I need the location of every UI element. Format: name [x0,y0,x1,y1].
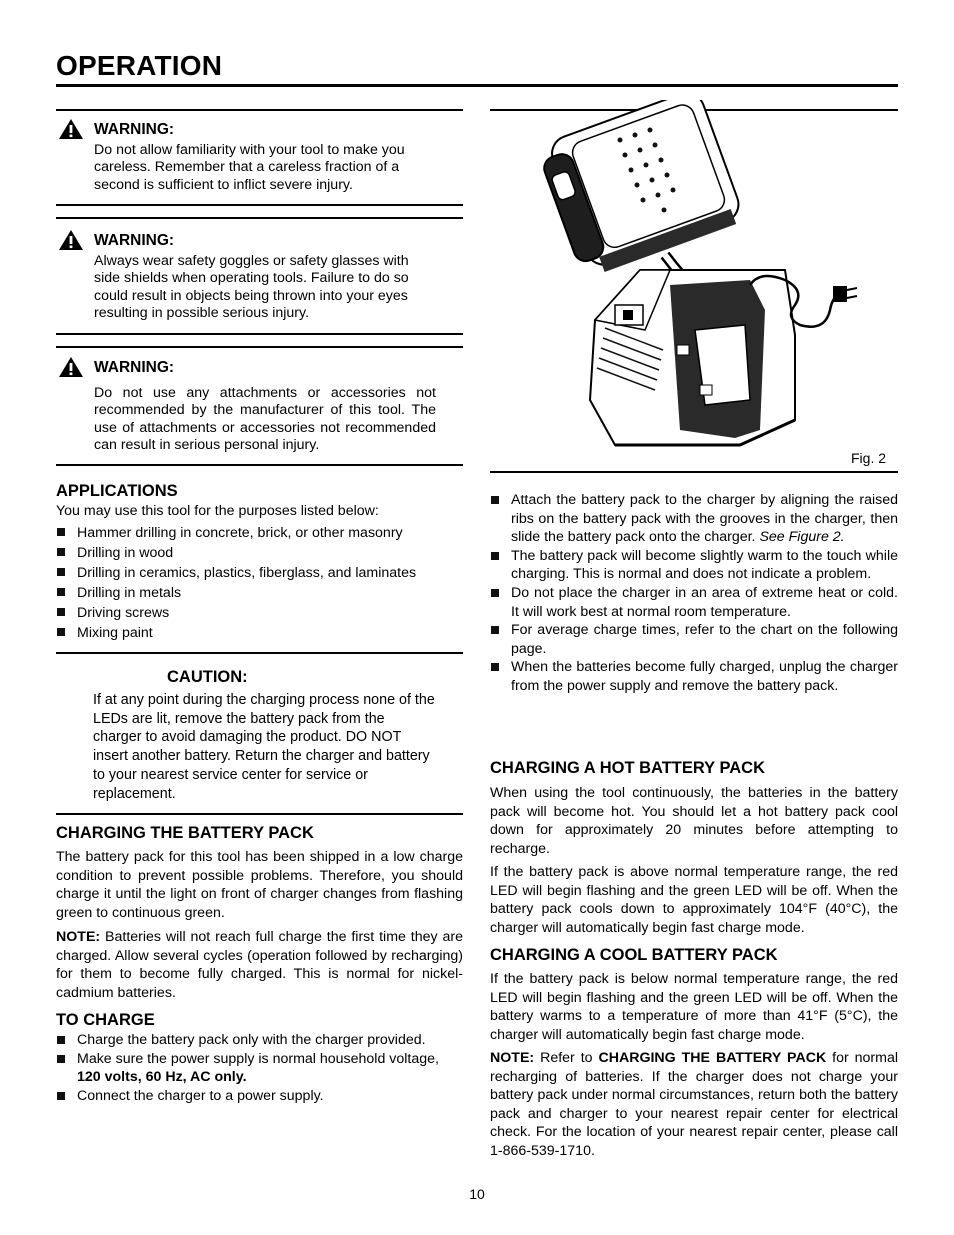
warning-triangle-icon [58,356,84,378]
note-text: Batteries will not reach full charge the first time they are charged. Allow several cycles (operation followed by recharging) for them to become fully charged. This is normal for nickel-cadmium batteries. [56,929,463,1002]
applications-list [56,523,463,643]
warning-triangle-icon [58,229,84,251]
charging-pack-paragraph: The battery pack for this tool has been shipped in a low charge condition to prevent possible problems. Therefore, you should charge it until the light on front of charger changes from flashing green to continuous green. [56,849,463,922]
list-item: When the batteries become fully charged, unplug the charger from the power supply and remove the battery pack. [490,658,898,695]
figure-caption: Fig. 2 [851,450,887,466]
figure-bottom-rule [490,471,898,473]
list-item-bold-text: 120 volts, 60 Hz, AC only. [77,1069,247,1085]
warning-3-top-rule [56,346,463,348]
caution-bottom-rule [56,813,463,815]
charger-illustration [590,270,795,445]
battery-charger-figure [495,100,895,460]
battery-pack-illustration [536,100,746,279]
warning-text: Do not use any attachments or accessories not recommended by the manufacturer of this tool. The use of attachments or accessories not recommended can result in serious personal injury. [94,385,436,453]
charging-pack-heading: CHARGING THE BATTERY PACK [56,824,314,842]
page-title: OPERATION [56,50,223,81]
caution-text: If at any point during the charging process none of the LEDs are lit, remove the battery pack from the charger to avoid damaging the product. DO NOT insert another battery. Return the charger and battery to your nearest service center for service or replacement. [93,692,435,802]
title-rule [56,84,898,87]
list-item: The battery pack will become slightly warm to the touch while charging. This is normal and does not indicate a problem. [490,547,898,584]
list-item-text: Attach the battery pack to the charger by aligning the raised ribs on the battery pack with the grooves in the charger, then slide the battery pack onto the charger. [511,492,898,546]
warning-2-top-rule [56,217,463,219]
list-item [490,491,898,547]
warning-text: Always wear safety goggles or safety glasses with side shields when operating tools. Failure to do so could result in objects being thrown into your eyes resulting in possible serious injury. [94,253,409,321]
warning-text: Do not allow familiarity with your tool to make you careless. Remember that a careless fraction of a second is sufficient to inflict severe injury. [94,142,405,193]
note-label: NOTE: [490,1050,535,1066]
warning-label: WARNING: [94,359,175,376]
warning-triangle-icon [58,118,84,140]
cool-pack-paragraph: If the battery pack is below normal temperature range, the red LED will begin flashing and the green LED will be off. When the battery warms to a temperature of more than 41°F (5°C), the charger will automatically begin fast charge mode. [490,971,898,1043]
warning-3-bottom-rule [56,464,463,466]
warning-2-bottom-rule [56,333,463,335]
page-number: 10 [469,1186,485,1202]
list-item: Drilling in metals [56,583,463,603]
warning-1-top-rule [56,109,463,111]
cool-pack-heading: CHARGING A COOL BATTERY PACK [490,946,778,964]
to-charge-heading: TO CHARGE [56,1011,155,1029]
list-item-text: Make sure the power supply is normal household voltage, [77,1050,439,1067]
applications-heading: APPLICATIONS [56,482,178,500]
caution-label: CAUTION: [167,668,248,686]
list-item: Drilling in wood [56,543,463,563]
warning-label: WARNING: [94,232,175,249]
caution-top-rule [56,652,463,654]
list-item [56,1050,463,1087]
warning-label: WARNING: [94,121,175,138]
list-item: Driving screws [56,603,463,623]
hot-pack-paragraph-1: When using the tool continuously, the batteries in the battery pack will become hot. You should let a hot battery pack cool down for approximately 20 minutes before attempting to recharge. [490,785,898,857]
list-item: Connect the charger to a power supply. [56,1087,463,1106]
figure-reference: See Figure 2. [759,529,845,546]
note-label: NOTE: [56,929,101,945]
hot-pack-heading: CHARGING A HOT BATTERY PACK [490,759,765,777]
applications-intro: You may use this tool for the purposes listed below: [56,503,379,519]
charging-pack-note [56,928,463,1003]
note-text: for normal recharging of batteries. If the charger does not charge your battery pack under normal circumstances, return both the battery pack and charger to your nearest repair center for electrical check. For the location of your nearest repair center, please call 1-866-539-1710. [490,1050,898,1159]
list-item: Charge the battery pack only with the charger provided. [56,1031,463,1050]
list-item: Hammer drilling in concrete, brick, or other masonry [56,523,463,543]
charging-steps-list [490,491,898,696]
hot-pack-paragraph-2: If the battery pack is above normal temperature range, the red LED will begin flashing and the green LED will be off. When the battery pack cools down to approximately 104°F (40°C), the charger will automatically begin fast charge mode. [490,864,898,936]
list-item: For average charge times, refer to the chart on the following page. [490,621,898,658]
list-item: Do not place the charger in an area of extreme heat or cold. It will work best at normal room temperature. [490,584,898,621]
cool-pack-note [490,1049,898,1160]
note-reference: CHARGING THE BATTERY PACK [598,1050,827,1066]
warning-1-bottom-rule [56,204,463,206]
list-item: Drilling in ceramics, plastics, fiberglass, and laminates [56,563,463,583]
list-item: Mixing paint [56,623,463,643]
plug-icon [833,286,847,302]
note-text: Refer to [534,1050,599,1066]
to-charge-list [56,1031,463,1105]
